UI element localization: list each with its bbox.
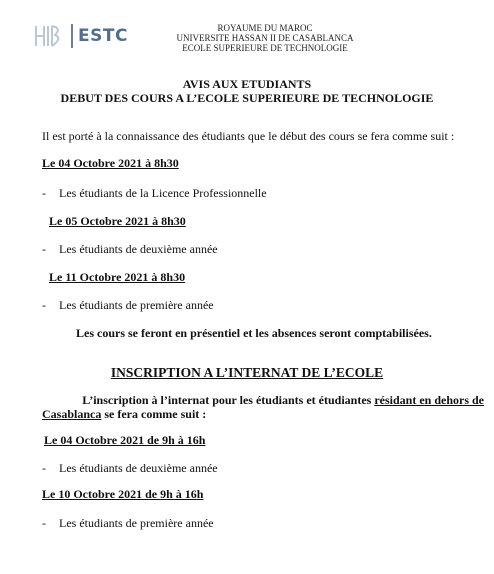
notice-title: AVIS AUX ETUDIANTS bbox=[182, 77, 312, 91]
internat-intro-city: Casablanca bbox=[42, 407, 102, 421]
logo-text: ESTC bbox=[78, 26, 128, 46]
institution-line: ROYAUME DU MAROC bbox=[217, 23, 313, 33]
bullet-dash: - bbox=[42, 298, 46, 312]
bullet-dash: - bbox=[42, 461, 46, 475]
schedule-date: Le 04 Octobre 2021 à 8h30 bbox=[42, 156, 179, 170]
internat-date: Le 10 Octobre 2021 de 9h à 16h bbox=[42, 487, 204, 501]
institution-header bbox=[160, 23, 370, 53]
schedule-date: Le 11 Octobre 2021 à 8h30 bbox=[49, 270, 186, 284]
internat-intro-text: L’inscription à l’internat pour les étudiants et étudiantes bbox=[82, 393, 375, 407]
schedule-item: Les étudiants de la Licence Professionnelle bbox=[59, 186, 267, 200]
intro-text: Il est porté à la connaissance des étudiants que le début des cours se fera comme suit : bbox=[42, 129, 455, 143]
internat-intro-underlined: résidant en dehors de bbox=[374, 393, 484, 407]
schedule-item: Les étudiants de deuxième année bbox=[59, 242, 218, 256]
internat-title: INSCRIPTION A L’INTERNAT DE L’ECOLE bbox=[110, 365, 384, 380]
schedule-item: Les étudiants de première année bbox=[59, 298, 214, 312]
notice-subtitle: DEBUT DES COURS A L’ECOLE SUPERIEURE DE TECHNOLOGIE bbox=[60, 91, 434, 105]
internat-intro-line1 bbox=[0, 393, 484, 407]
internat-item: Les étudiants de deuxième année bbox=[59, 461, 218, 475]
schedule-date: Le 05 Octobre 2021 à 8h30 bbox=[49, 214, 186, 228]
bullet-dash: - bbox=[42, 516, 46, 530]
estc-logo-icon bbox=[33, 24, 65, 48]
institution-line: ECOLE SUPERIEURE DE TECHNOLOGIE bbox=[182, 43, 348, 53]
internat-date: Le 04 Octobre 2021 de 9h à 16h bbox=[44, 433, 206, 447]
internat-intro-text: se fera comme suit : bbox=[101, 407, 207, 421]
institution-line: UNIVERSITE HASSAN II DE CASABLANCA bbox=[176, 33, 354, 43]
internat-item: Les étudiants de première année bbox=[59, 516, 214, 530]
internat-intro-line2 bbox=[42, 407, 206, 421]
bullet-dash: - bbox=[42, 186, 46, 200]
bullet-dash: - bbox=[42, 242, 46, 256]
logo-separator bbox=[71, 24, 73, 48]
school-logo bbox=[33, 23, 128, 49]
closing-statement: Les cours se feront en présentiel et les absences seront comptabilisées. bbox=[76, 326, 432, 340]
